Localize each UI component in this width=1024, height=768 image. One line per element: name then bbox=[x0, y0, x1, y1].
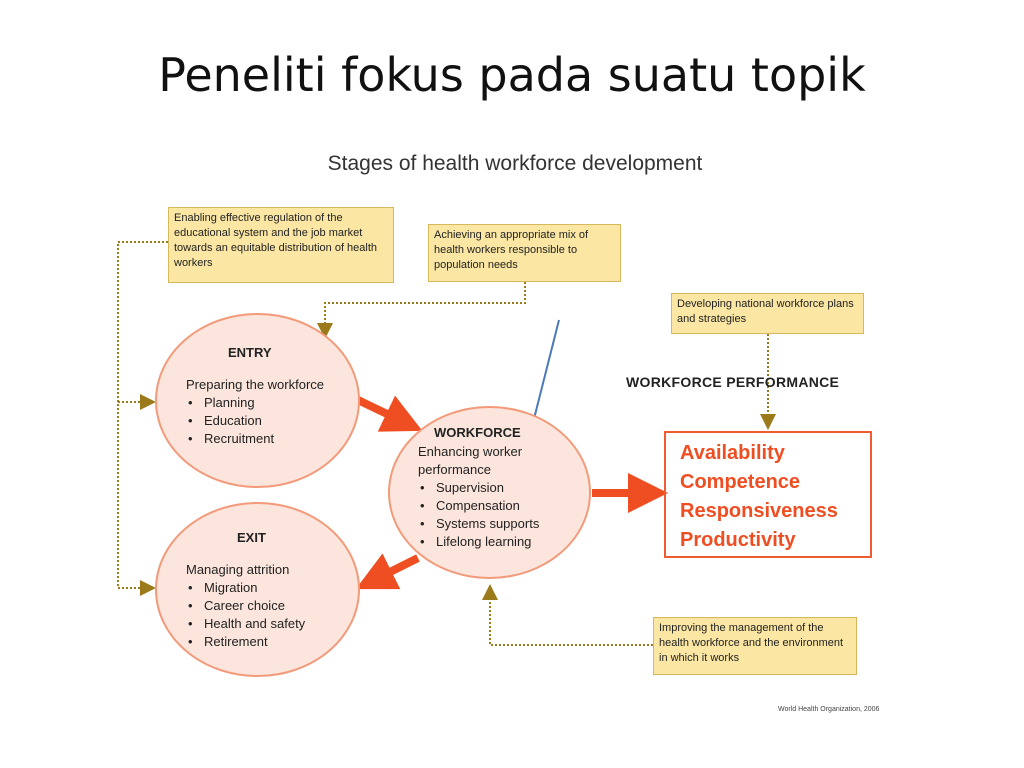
workforce-item: • Systems supports bbox=[436, 515, 586, 533]
entry-item: • Planning bbox=[204, 394, 356, 412]
entry-subtitle: Preparing the workforce bbox=[186, 377, 325, 392]
workforce-item: • Supervision bbox=[436, 479, 586, 497]
exit-stage bbox=[186, 529, 356, 651]
exit-item: • Migration bbox=[204, 579, 356, 597]
exit-list bbox=[186, 579, 356, 651]
note-population-mix: Achieving an appropriate mix of health workers responsible to population needs bbox=[428, 224, 621, 282]
workforce-performance-label: WORKFORCE PERFORMANCE bbox=[626, 374, 840, 390]
entry-item: • Education bbox=[204, 412, 356, 430]
performance-box bbox=[664, 431, 872, 558]
performance-item: Availability bbox=[680, 442, 785, 464]
workforce-title: WORKFORCE bbox=[434, 425, 521, 440]
mix-connector bbox=[325, 282, 525, 335]
performance-item: Competence bbox=[680, 471, 801, 493]
diagram-title: Stages of health workforce development bbox=[327, 152, 703, 175]
workforce-stage bbox=[418, 424, 586, 551]
performance-item: Productivity bbox=[680, 529, 796, 551]
entry-stage bbox=[186, 344, 356, 448]
entry-list bbox=[186, 394, 356, 448]
note-regulation: Enabling effective regulation of the educational system and the job market towards an equitable distribution of health workers bbox=[168, 207, 394, 283]
slide-title: Peneliti fokus pada suatu topik bbox=[158, 48, 866, 102]
note-workforce-plans: Developing national workforce plans and strategies bbox=[671, 293, 864, 334]
entry-title: ENTRY bbox=[228, 345, 272, 360]
source-credit: World Health Organization, 2006 bbox=[778, 706, 880, 713]
note-management: Improving the management of the health workforce and the environment in which it works bbox=[653, 617, 857, 675]
workforce-item: • Lifelong learning bbox=[436, 533, 586, 551]
entry-to-workforce-arrow bbox=[358, 400, 408, 424]
entry-item: • Recruitment bbox=[204, 430, 356, 448]
workforce-list bbox=[418, 479, 586, 551]
exit-title: EXIT bbox=[237, 530, 266, 545]
management-connector bbox=[490, 588, 653, 645]
exit-item: • Health and safety bbox=[204, 615, 356, 633]
exit-item: • Career choice bbox=[204, 597, 356, 615]
exit-subtitle: Managing attrition bbox=[186, 562, 290, 577]
exit-item: • Retirement bbox=[204, 633, 356, 651]
workforce-to-exit-arrow bbox=[370, 558, 418, 582]
workforce-subtitle: Enhancing worker performance bbox=[418, 444, 523, 477]
workforce-item: • Compensation bbox=[436, 497, 586, 515]
performance-item: Responsiveness bbox=[680, 500, 838, 522]
